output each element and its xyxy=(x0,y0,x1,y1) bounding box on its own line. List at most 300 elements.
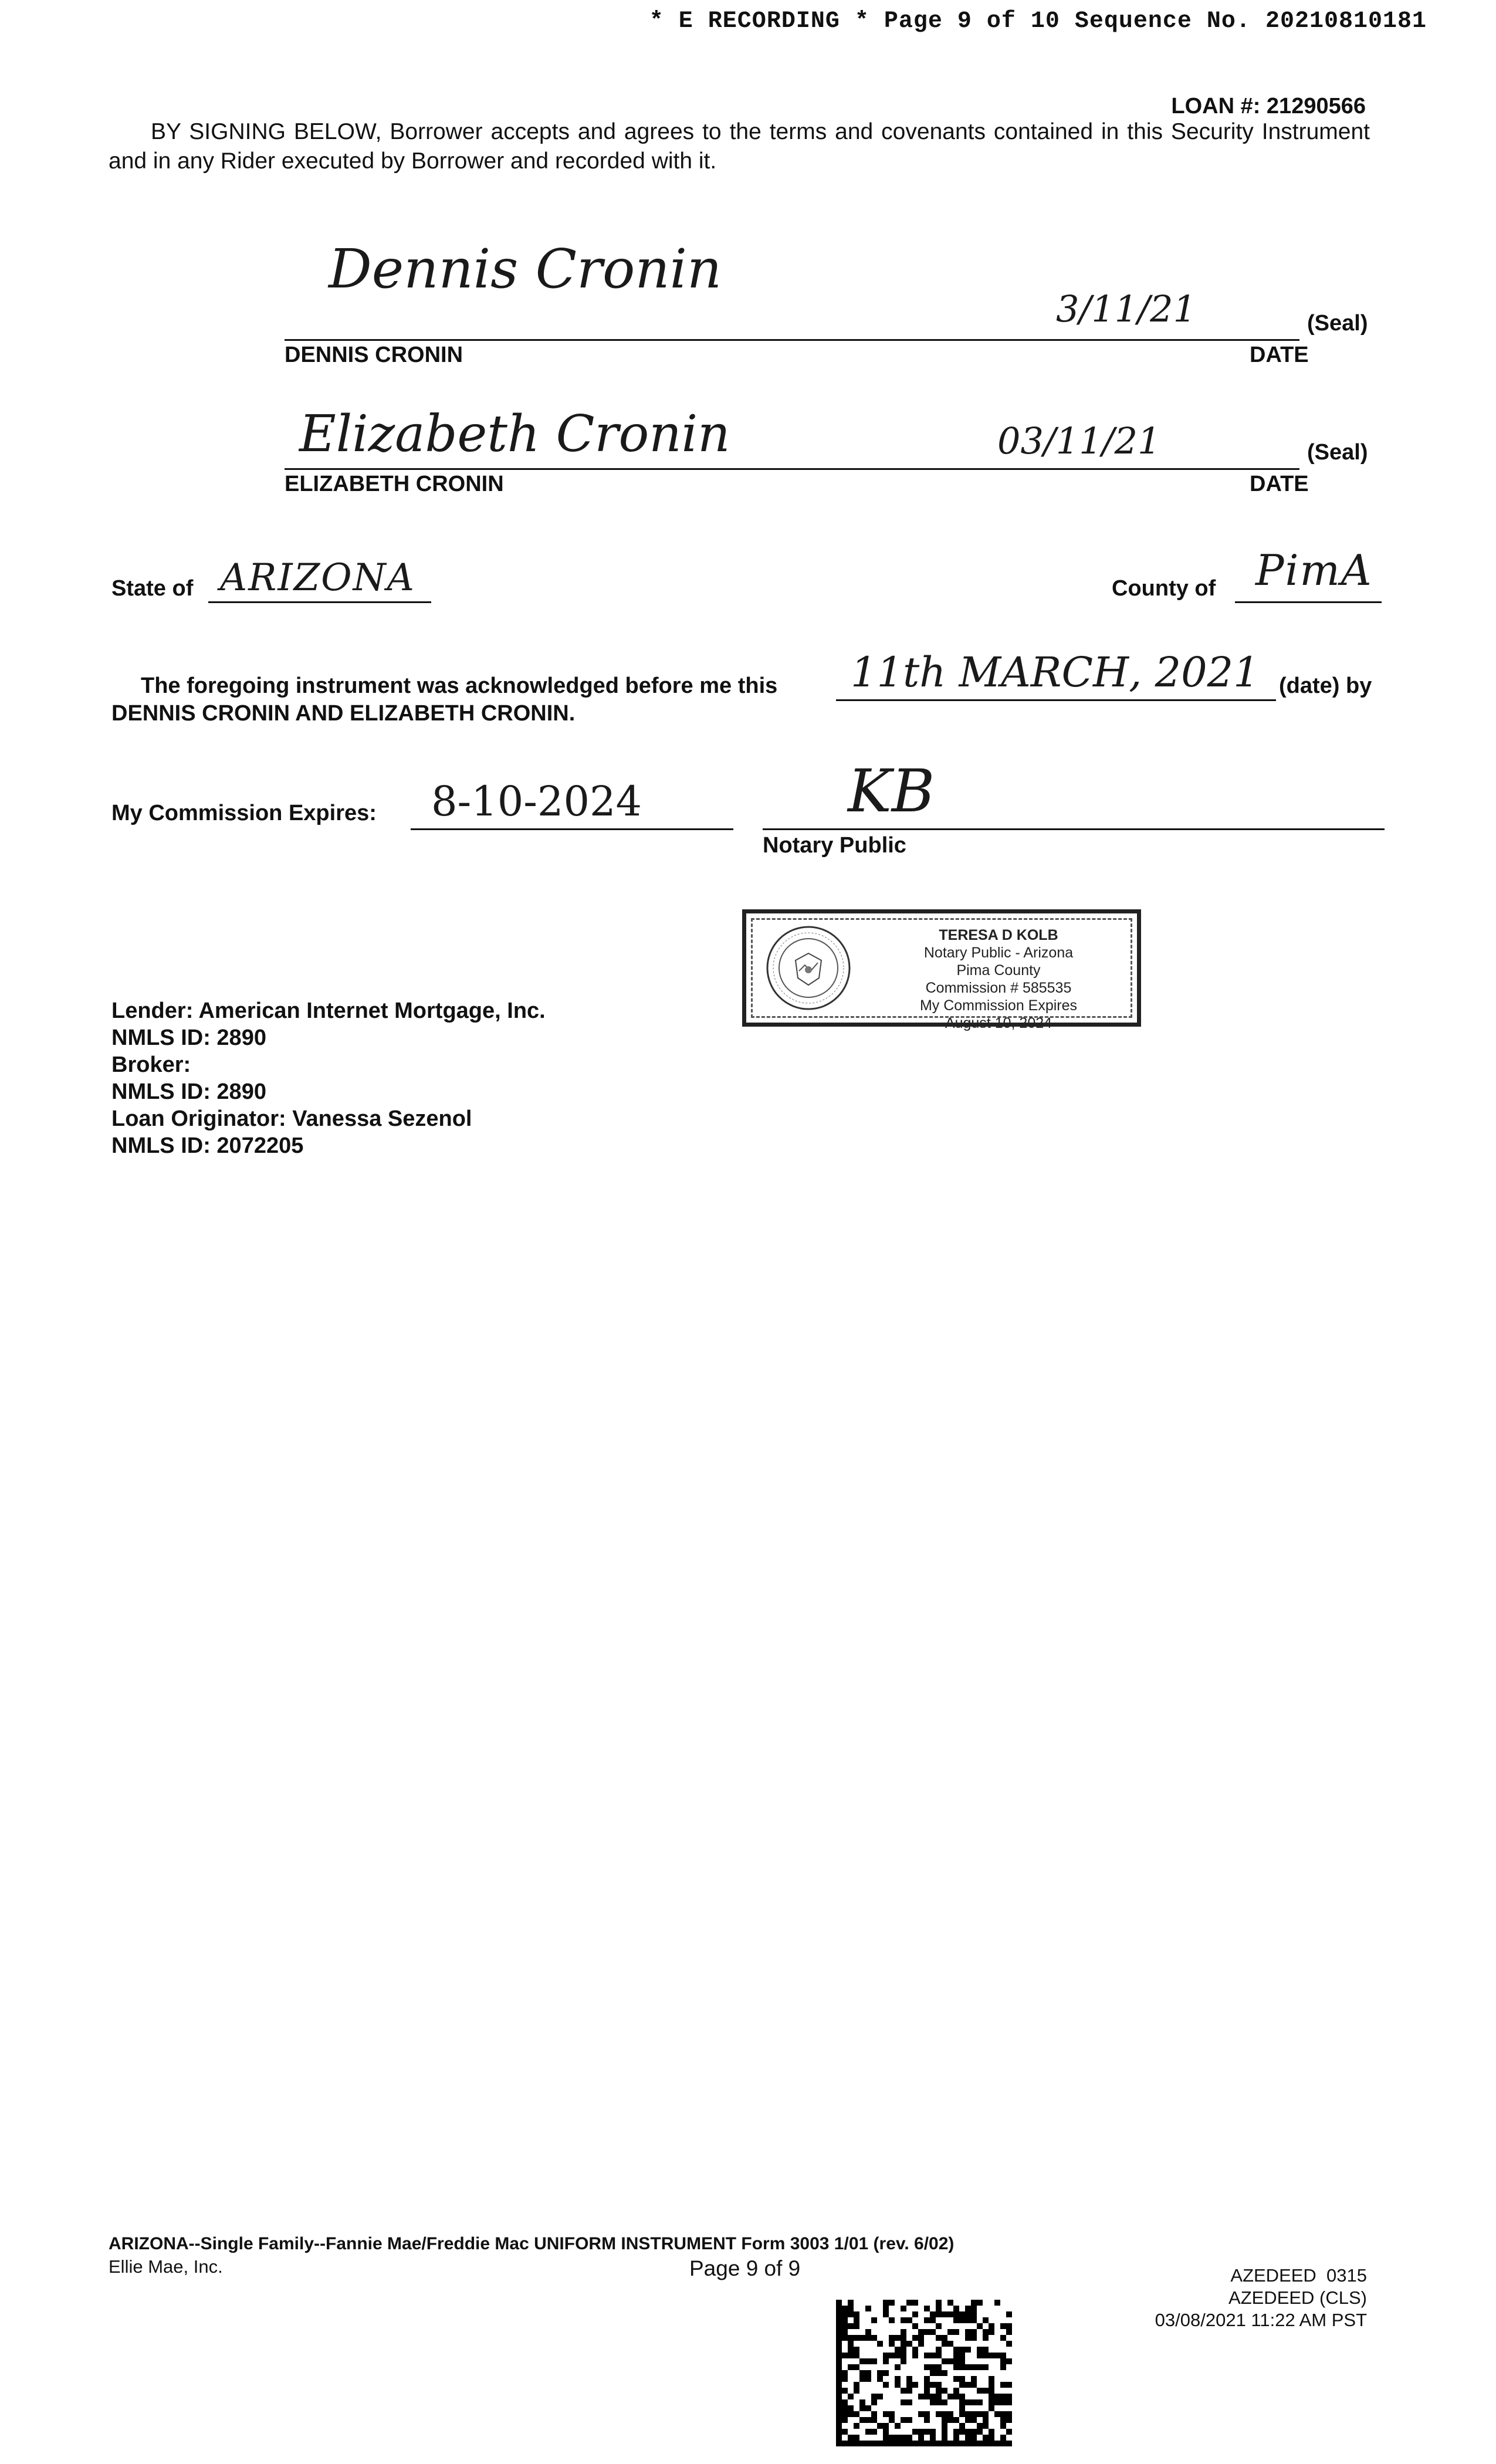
barcode-module xyxy=(918,2341,924,2347)
barcode-module xyxy=(854,2353,859,2358)
barcode-module xyxy=(883,2306,889,2311)
barcode-module xyxy=(895,2353,901,2358)
barcode-module xyxy=(901,2417,906,2423)
loan-number xyxy=(1171,94,1366,119)
barcode-module xyxy=(989,2441,994,2446)
barcode-module xyxy=(912,2429,918,2435)
barcode-module xyxy=(883,2300,889,2306)
barcode-module xyxy=(842,2370,848,2376)
barcode-module xyxy=(883,2370,889,2376)
barcode-module xyxy=(942,2388,947,2394)
barcode-module xyxy=(865,2329,871,2335)
barcode-module xyxy=(836,2358,842,2364)
state-label: State of xyxy=(111,576,194,601)
barcode-module xyxy=(947,2341,953,2347)
originator-line: Loan Originator: Vanessa Sezenol xyxy=(111,1106,472,1131)
barcode-module xyxy=(930,2317,936,2323)
barcode-module xyxy=(906,2417,912,2423)
barcode-module xyxy=(854,2388,859,2394)
barcode-module xyxy=(859,2370,865,2376)
barcode-module xyxy=(959,2311,965,2317)
barcode-module xyxy=(924,2429,930,2435)
barcode-module xyxy=(971,2364,977,2370)
barcode-module xyxy=(859,2441,865,2446)
barcode-module xyxy=(906,2376,912,2382)
barcode-module xyxy=(854,2441,859,2446)
barcode-module xyxy=(836,2300,842,2306)
barcode-module xyxy=(1006,2399,1012,2405)
barcode-module xyxy=(836,2429,842,2435)
barcode-module xyxy=(1000,2335,1006,2341)
barcode-module xyxy=(947,2394,953,2399)
barcode-module xyxy=(971,2429,977,2435)
notary-stamp xyxy=(742,909,1141,1031)
barcode-module xyxy=(906,2441,912,2446)
barcode-module xyxy=(883,2353,889,2358)
barcode-module xyxy=(959,2376,965,2382)
barcode-module xyxy=(836,2341,842,2347)
barcode-module xyxy=(889,2341,895,2347)
barcode-module xyxy=(918,2394,924,2399)
barcode-module xyxy=(947,2411,953,2417)
barcode-module xyxy=(1006,2311,1012,2317)
barcode-module xyxy=(947,2329,953,2335)
barcode-module xyxy=(942,2370,947,2376)
barcode-module xyxy=(942,2417,947,2423)
barcode-module xyxy=(942,2441,947,2446)
barcode-module xyxy=(836,2388,842,2394)
acknowledgment-date: 11th MARCH, 2021 xyxy=(851,648,1260,696)
county-line xyxy=(1235,601,1382,603)
barcode-module xyxy=(971,2435,977,2441)
barcode-module xyxy=(1006,2329,1012,2335)
barcode-module xyxy=(989,2323,994,2329)
barcode-module xyxy=(895,2376,901,2382)
barcode-module xyxy=(953,2353,959,2358)
barcode-module xyxy=(977,2399,983,2405)
barcode-module xyxy=(994,2441,1000,2446)
barcode-module xyxy=(889,2353,895,2358)
barcode-module xyxy=(901,2329,906,2335)
barcode-module xyxy=(942,2399,947,2405)
barcode-module xyxy=(836,2399,842,2405)
barcode-module xyxy=(906,2399,912,2405)
barcode-module xyxy=(1006,2382,1012,2388)
barcode-module xyxy=(848,2311,854,2317)
barcode-module xyxy=(942,2311,947,2317)
barcode-module xyxy=(836,2441,842,2446)
barcode-module xyxy=(848,2341,854,2347)
barcode-module xyxy=(901,2317,906,2323)
barcode-module xyxy=(895,2364,901,2370)
barcode-module xyxy=(848,2411,854,2417)
barcode-module xyxy=(989,2353,994,2358)
stamp-expires-date: August 10, 2024 xyxy=(945,1015,1052,1031)
barcode-module xyxy=(865,2405,871,2411)
barcode-module xyxy=(912,2311,918,2317)
barcode-module xyxy=(924,2417,930,2423)
barcode-module xyxy=(836,2364,842,2370)
barcode-module xyxy=(947,2311,953,2317)
barcode-module xyxy=(1000,2364,1006,2370)
barcode-module xyxy=(983,2411,989,2417)
barcode-module xyxy=(953,2311,959,2317)
barcode-module xyxy=(901,2441,906,2446)
barcode-module xyxy=(859,2417,865,2423)
barcode-module xyxy=(965,2329,971,2335)
barcode-module xyxy=(848,2364,854,2370)
broker-nmls-line: NMLS ID: 2890 xyxy=(111,1079,266,1104)
barcode-module xyxy=(865,2376,871,2382)
barcode-module xyxy=(965,2311,971,2317)
barcode-module xyxy=(983,2364,989,2370)
barcode-module xyxy=(994,2394,1000,2399)
barcode-module xyxy=(959,2394,965,2399)
barcode-module xyxy=(989,2405,994,2411)
barcode-module xyxy=(983,2329,989,2335)
barcode-module xyxy=(901,2335,906,2341)
barcode-module xyxy=(959,2423,965,2429)
barcode-module xyxy=(859,2376,865,2382)
barcode-module xyxy=(883,2441,889,2446)
stamp-county: Pima County xyxy=(956,962,1041,979)
barcode-module xyxy=(942,2358,947,2364)
barcode-module xyxy=(842,2323,848,2329)
barcode-module xyxy=(901,2358,906,2364)
barcode-module xyxy=(848,2405,854,2411)
barcode-module xyxy=(947,2417,953,2423)
barcode-module xyxy=(965,2347,971,2353)
acknowledgment-date-line xyxy=(836,699,1276,701)
barcode-module xyxy=(871,2429,877,2435)
barcode-module xyxy=(848,2323,854,2329)
barcode-module xyxy=(871,2411,877,2417)
barcode-module xyxy=(865,2370,871,2376)
broker-line: Broker: xyxy=(111,1052,191,1077)
barcode-module xyxy=(994,2411,1000,2417)
barcode-module xyxy=(994,2300,1000,2306)
barcode-module xyxy=(959,2399,965,2405)
barcode-module xyxy=(989,2394,994,2399)
barcode-module xyxy=(854,2317,859,2323)
barcode-module xyxy=(983,2435,989,2441)
barcode-module xyxy=(936,2394,942,2399)
barcode-module xyxy=(959,2317,965,2323)
barcode-module xyxy=(930,2370,936,2376)
barcode-module xyxy=(936,2335,942,2341)
barcode-module xyxy=(947,2300,953,2306)
footer-code-1: AZEDEED 0315 xyxy=(1230,2265,1367,2286)
barcode-module xyxy=(836,2323,842,2329)
barcode-module xyxy=(906,2435,912,2441)
state-line xyxy=(208,601,431,603)
barcode-module xyxy=(953,2394,959,2399)
barcode-module xyxy=(901,2347,906,2353)
barcode-module xyxy=(906,2300,912,2306)
barcode-module xyxy=(924,2382,930,2388)
barcode-module xyxy=(836,2306,842,2311)
barcode-module xyxy=(1006,2429,1012,2435)
barcode-module xyxy=(965,2399,971,2405)
lender-info xyxy=(111,997,546,1159)
barcode-module xyxy=(871,2335,877,2341)
barcode-module xyxy=(889,2335,895,2341)
barcode-module xyxy=(983,2423,989,2429)
barcode-module xyxy=(971,2382,977,2388)
barcode-module xyxy=(989,2382,994,2388)
acknowledgment-tail: (date) by xyxy=(1279,673,1372,698)
barcode-module xyxy=(836,2411,842,2417)
stamp-notary-name: TERESA D KOLB xyxy=(939,927,1058,943)
barcode-module xyxy=(942,2335,947,2341)
barcode-module xyxy=(1006,2341,1012,2347)
barcode-module xyxy=(918,2441,924,2446)
barcode-module xyxy=(859,2358,865,2364)
barcode-module xyxy=(842,2329,848,2335)
barcode-module xyxy=(1006,2441,1012,2446)
barcode-module xyxy=(836,2423,842,2429)
barcode-module xyxy=(971,2317,977,2323)
barcode-module xyxy=(930,2399,936,2405)
stamp-text-block xyxy=(864,926,1133,1032)
barcode-module xyxy=(953,2441,959,2446)
barcode-module xyxy=(971,2311,977,2317)
barcode-module xyxy=(912,2382,918,2388)
barcode-module xyxy=(971,2441,977,2446)
barcode-module xyxy=(936,2306,942,2311)
barcode-module xyxy=(959,2364,965,2370)
barcode-module xyxy=(953,2429,959,2435)
barcode-module xyxy=(953,2347,959,2353)
borrower-1-date-label: DATE xyxy=(1250,343,1309,367)
barcode-module xyxy=(989,2376,994,2382)
barcode-module xyxy=(859,2399,865,2405)
state-value: ARIZONA xyxy=(220,556,415,600)
barcode-module xyxy=(842,2335,848,2341)
footer-publisher: Ellie Mae, Inc. xyxy=(109,2256,223,2277)
barcode-module xyxy=(959,2353,965,2358)
barcode-module xyxy=(836,2370,842,2376)
barcode-module xyxy=(936,2388,942,2394)
barcode-module xyxy=(924,2394,930,2399)
barcode-module xyxy=(912,2335,918,2341)
barcode-module xyxy=(924,2388,930,2394)
barcode-module xyxy=(865,2429,871,2435)
barcode-module xyxy=(865,2358,871,2364)
barcode-module xyxy=(1000,2423,1006,2429)
barcode-module xyxy=(977,2300,983,2306)
barcode-module xyxy=(883,2358,889,2364)
barcode-module xyxy=(889,2317,895,2323)
barcode-module xyxy=(989,2399,994,2405)
barcode-module xyxy=(971,2376,977,2382)
barcode-module xyxy=(965,2306,971,2311)
notary-public-label: Notary Public xyxy=(763,833,906,858)
footer-form-line: ARIZONA--Single Family--Fannie Mae/Freddie Mac UNIFORM INSTRUMENT Form 3003 1/01 (rev. 6/02) xyxy=(109,2234,955,2253)
barcode-module xyxy=(918,2329,924,2335)
barcode-module xyxy=(989,2429,994,2435)
recording-header: * E RECORDING * Page 9 of 10 Sequence No. 20210810181 xyxy=(649,8,1427,35)
barcode-module xyxy=(977,2411,983,2417)
barcode-module xyxy=(930,2364,936,2370)
barcode-module xyxy=(924,2306,930,2311)
barcode-module xyxy=(918,2411,924,2417)
barcode-module xyxy=(883,2382,889,2388)
barcode-module xyxy=(971,2329,977,2335)
commission-label: My Commission Expires: xyxy=(111,801,377,825)
footer-timestamp: 03/08/2021 11:22 AM PST xyxy=(1155,2310,1367,2330)
barcode-module xyxy=(883,2423,889,2429)
barcode-module xyxy=(965,2429,971,2435)
notary-signature-line xyxy=(763,828,1385,830)
barcode-module xyxy=(877,2341,883,2347)
barcode-module xyxy=(865,2441,871,2446)
barcode-module xyxy=(971,2417,977,2423)
barcode-module xyxy=(883,2411,889,2417)
barcode-module xyxy=(918,2435,924,2441)
barcode-module xyxy=(901,2353,906,2358)
barcode-module xyxy=(883,2429,889,2435)
signing-statement: BY SIGNING BELOW, Borrower accepts and agrees to the terms and covenants contained in this Security Instrument and in any Rider executed by Borrower and recorded with it. xyxy=(109,119,1370,174)
barcode-module xyxy=(912,2300,918,2306)
originator-nmls-line: NMLS ID: 2072205 xyxy=(111,1133,304,1158)
barcode-module xyxy=(906,2317,912,2323)
borrower-2-signature-date: 03/11/21 xyxy=(997,419,1161,462)
barcode-module xyxy=(895,2347,901,2353)
commission-line xyxy=(411,828,733,830)
barcode-module xyxy=(848,2347,854,2353)
barcode-module xyxy=(842,2376,848,2382)
barcode-module xyxy=(877,2423,883,2429)
barcode-module xyxy=(965,2441,971,2446)
barcode-module xyxy=(930,2311,936,2317)
barcode-module xyxy=(965,2317,971,2323)
barcode-module xyxy=(889,2300,895,2306)
barcode-module xyxy=(848,2300,854,2306)
barcode-module xyxy=(965,2411,971,2417)
barcode-module xyxy=(848,2435,854,2441)
barcode-module xyxy=(842,2317,848,2323)
barcode-module xyxy=(918,2335,924,2341)
barcode-module xyxy=(1000,2441,1006,2446)
barcode-module xyxy=(889,2435,895,2441)
barcode-module xyxy=(971,2300,977,2306)
stamp-commission: Commission # 585535 xyxy=(925,980,1072,996)
barcode-module xyxy=(848,2306,854,2311)
barcode-module xyxy=(848,2353,854,2358)
barcode-module xyxy=(947,2358,953,2364)
barcode-module xyxy=(906,2341,912,2347)
barcode-module xyxy=(983,2388,989,2394)
barcode-module xyxy=(965,2364,971,2370)
barcode-module xyxy=(930,2429,936,2435)
borrower-1-signature: Dennis Cronin xyxy=(329,238,722,300)
barcode-module xyxy=(1006,2411,1012,2417)
barcode-module xyxy=(971,2399,977,2405)
barcode-module xyxy=(953,2329,959,2335)
barcode-module xyxy=(971,2306,977,2311)
borrower-2-signature: Elizabeth Cronin xyxy=(299,405,730,463)
barcode-module xyxy=(1000,2353,1006,2358)
borrower-2-signature-line xyxy=(285,468,1299,470)
acknowledgment-lead: The foregoing instrument was acknowledged before me this xyxy=(141,673,778,698)
borrower-1-signature-line xyxy=(285,339,1299,341)
barcode-module xyxy=(836,2376,842,2382)
barcode-module xyxy=(971,2335,977,2341)
barcode-module xyxy=(854,2423,859,2429)
footer-page-number: Page 9 of 9 xyxy=(689,2256,801,2280)
barcode-module xyxy=(854,2411,859,2417)
barcode-module xyxy=(924,2376,930,2382)
barcode-module xyxy=(842,2399,848,2405)
barcode-module xyxy=(924,2353,930,2358)
barcode-module xyxy=(965,2335,971,2341)
barcode-module xyxy=(977,2441,983,2446)
barcode-module xyxy=(901,2399,906,2405)
barcode-module xyxy=(871,2394,877,2399)
county-label: County of xyxy=(1112,576,1216,601)
barcode-module xyxy=(1000,2358,1006,2364)
barcode-module xyxy=(953,2306,959,2311)
barcode-module xyxy=(942,2429,947,2435)
barcode-module xyxy=(901,2388,906,2394)
barcode-module xyxy=(901,2306,906,2311)
county-value: PimA xyxy=(1255,546,1373,595)
barcode-module xyxy=(912,2353,918,2358)
barcode-module xyxy=(895,2435,901,2441)
barcode-module xyxy=(942,2411,947,2417)
barcode-module xyxy=(901,2341,906,2347)
lender-nmls-line: NMLS ID: 2890 xyxy=(111,1025,266,1050)
barcode-module xyxy=(936,2353,942,2358)
borrower-1-name: DENNIS CRONIN xyxy=(285,343,463,367)
barcode-module xyxy=(912,2323,918,2329)
barcode-module xyxy=(936,2399,942,2405)
barcode-module xyxy=(983,2347,989,2353)
borrower-2-date-label: DATE xyxy=(1250,472,1309,496)
barcode-module xyxy=(1000,2417,1006,2423)
barcode-module xyxy=(983,2317,989,2323)
barcode-module xyxy=(924,2329,930,2335)
barcode-module xyxy=(1006,2358,1012,2364)
barcode-module xyxy=(936,2364,942,2370)
barcode-module xyxy=(865,2335,871,2341)
barcode-module xyxy=(836,2311,842,2317)
arizona-state-seal-icon xyxy=(761,924,855,1012)
barcode-module xyxy=(842,2353,848,2358)
footer-code-2: AZEDEED (CLS) xyxy=(1228,2287,1367,2308)
barcode-module xyxy=(842,2429,848,2435)
barcode-module xyxy=(977,2388,983,2394)
barcode-module xyxy=(953,2417,959,2423)
barcode-module xyxy=(989,2329,994,2335)
barcode-module xyxy=(1000,2435,1006,2441)
barcode-module xyxy=(1006,2417,1012,2423)
barcode-module xyxy=(953,2435,959,2441)
barcode-module xyxy=(895,2441,901,2446)
barcode-module xyxy=(959,2405,965,2411)
barcode-module xyxy=(842,2411,848,2417)
barcode-module xyxy=(836,2405,842,2411)
barcode-module xyxy=(936,2300,942,2306)
barcode-module xyxy=(906,2382,912,2388)
borrower-2-name: ELIZABETH CRONIN xyxy=(285,472,504,496)
barcode-module xyxy=(836,2435,842,2441)
barcode-module xyxy=(871,2399,877,2405)
barcode-module xyxy=(871,2358,877,2364)
barcode-module xyxy=(895,2335,901,2341)
barcode-module xyxy=(865,2417,871,2423)
